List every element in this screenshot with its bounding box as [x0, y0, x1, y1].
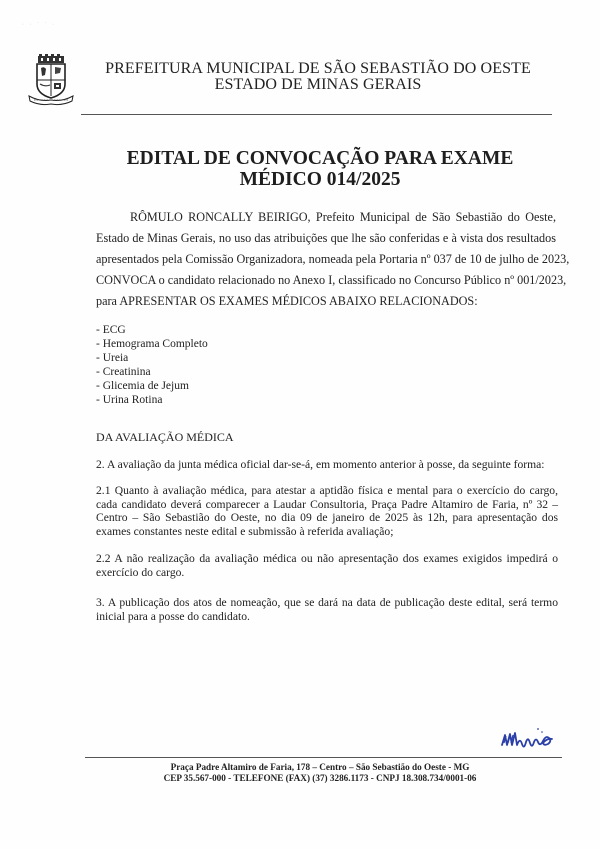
- exam-item: - Glicemia de Jejum: [96, 380, 189, 392]
- clause-line: 3. A publicação dos atos de nomeação, que se dará na data de publicação deste edital, será termo: [96, 596, 558, 609]
- clause-line: 2.2 A não realização da avaliação médica ou não apresentação dos exames exigidos impedirá o: [96, 552, 558, 565]
- footer-divider: [85, 757, 562, 758]
- section-heading: DA AVALIAÇÃO MÉDICA: [96, 430, 234, 444]
- intro-line: apresentados pela Comissão Organizadora, nomeada pela Portaria nº 037 de 10 de julho de 2023,: [96, 252, 570, 266]
- intro-paragraph: [96, 207, 570, 312]
- document-title-line-1: EDITAL DE CONVOCAÇÃO PARA EXAME: [126, 148, 514, 169]
- footer-address-line: Praça Padre Altamiro de Faria, 178 – Centro – São Sebastião do Oeste - MG: [170, 762, 470, 772]
- clause-line: inicial para a posse do candidato.: [96, 609, 250, 623]
- clause-3: [96, 596, 558, 623]
- exam-item: - Creatinina: [96, 366, 151, 378]
- municipality-name: PREFEITURA MUNICIPAL DE SÃO SEBASTIÃO DO OESTE: [105, 60, 531, 77]
- exam-item: - Hemograma Completo: [96, 338, 208, 350]
- footer-address: [100, 762, 540, 784]
- clause-line: cada candidato deverá comparecer a Laudar Consultoria, Praça Padre Altamiro de Faria, nº 32 –: [96, 497, 558, 511]
- header-divider: [81, 114, 552, 115]
- clause-line: 2. A avaliação da junta médica oficial dar-se-á, em momento anterior à posse, da seguinte forma:: [96, 458, 545, 471]
- state-name: ESTADO DE MINAS GERAIS: [214, 76, 422, 93]
- clause-2-2: [96, 552, 558, 579]
- clause-line: exames constantes neste edital e submissão à referida avaliação;: [96, 524, 394, 538]
- coat-of-arms-icon: [28, 54, 74, 106]
- clause-line: Centro – São Sebastião do Oeste, no dia 09 de janeiro de 2025 às 12h, para apresentação dos: [96, 511, 558, 524]
- municipality-header: [100, 61, 536, 93]
- exam-item: - Ureia: [96, 352, 129, 364]
- clause-line: 2.1 Quanto à avaliação médica, para atestar a aptidão física e mental para o exercício do cargo,: [96, 484, 558, 497]
- exam-list: [96, 323, 208, 407]
- intro-line: para APRESENTAR OS EXAMES MÉDICOS ABAIXO RELACIONADOS:: [96, 294, 478, 308]
- footer-contact-line: CEP 35.567-000 - TELEFONE (FAX) (37) 3286.1173 - CNPJ 18.308.734/0001-06: [163, 773, 477, 783]
- clause-2: [96, 458, 558, 472]
- scan-artifact: · · ˙ ˙ ·: [22, 22, 56, 28]
- exam-item: - Urina Rotina: [96, 394, 163, 406]
- document-title: [60, 148, 580, 190]
- intro-line: Estado de Minas Gerais, no uso das atribuições que lhe são conferidas e à vista dos resultados: [96, 231, 556, 245]
- intro-line: RÔMULO RONCALLY BEIRIGO, Prefeito Municipal de São Sebastião do Oeste,: [130, 210, 556, 224]
- clause-line: exercício do cargo.: [96, 565, 185, 579]
- document-title-line-2: MÉDICO 014/2025: [239, 169, 401, 190]
- clause-2-1: [96, 484, 558, 538]
- intro-line: CONVOCA o candidato relacionado no Anexo I, classificado no Concurso Público nº 001/2023,: [96, 273, 567, 287]
- exam-item: - ECG: [96, 324, 126, 336]
- signature-icon: [500, 725, 564, 751]
